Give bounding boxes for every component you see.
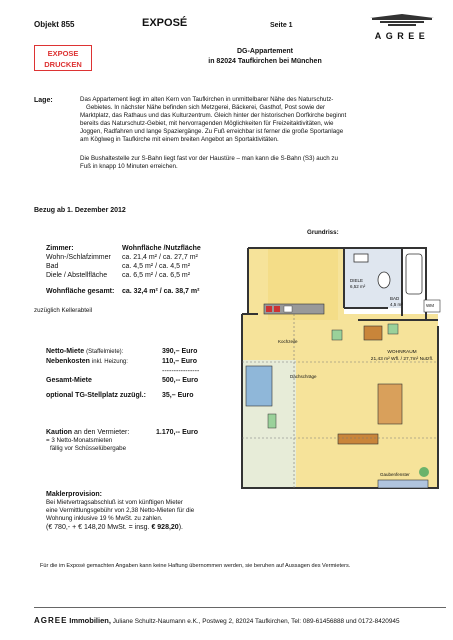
gauben-label: Gaubenfenster [380, 472, 410, 477]
floorplan-label: Grundriss: [307, 229, 339, 236]
toilet [378, 272, 390, 288]
bed [246, 366, 272, 406]
netto-note: (Staffelmiete): [86, 349, 124, 355]
sink [354, 254, 368, 262]
lage-line: Gebietes. In nächster Nähe befinden sich Metzgerei, Bäckerei, Gasthof, Post sowie der [86, 104, 326, 111]
lage-paragraph-2 [80, 155, 410, 171]
broker-fee-line: Bei Mietvertragsabschluß ist vom künftigen Mieter [46, 499, 183, 506]
bad-area: 4,5 m² [390, 302, 403, 307]
cellar-note: zuzüglich Kellerabteil [34, 307, 93, 314]
area-header-room: Zimmer: [46, 245, 74, 252]
broker-fee-total: € 928,20 [151, 524, 179, 531]
kitchen-label: Kochzeile [278, 339, 298, 344]
deposit-value: 1.170,-- Euro [156, 429, 199, 436]
area-header-size: Wohnfläche /Nutzfläche [122, 245, 201, 252]
parking-value: 35,– Euro [162, 392, 194, 399]
footer-divider [34, 607, 446, 608]
lage-line: bereits das Naturschutz-Gebiet, mit hervorragenden Möglichkeiten für Freizeitaktivitäten, wie [80, 120, 334, 127]
broker-fee-close: ). [178, 524, 183, 531]
deposit-note-1: = 3 Netto-Monatsmieten [46, 437, 113, 444]
disclaimer: Für die im Exposé gemachten Angaben kann keine Haftung übernommen werden, sie beruhen auf Aussagen des Vermieters. [40, 563, 351, 569]
lage-paragraph-1 [80, 96, 410, 144]
broker-fee-line: Wohnung inklusive 19 % MwSt. zu zahlen. [46, 515, 163, 522]
lage-line: Die Bushaltestelle zur S-Bahn liegt fast vor der Haustüre – man kann die S-Bahn (S3) auch zu [80, 155, 338, 162]
print-button-line1: EXPOSE [47, 49, 79, 58]
logo-text: AGREE [374, 31, 430, 41]
parking-label: optional TG-Stellplatz zuzügl.: [46, 392, 146, 399]
area-row-values: ca. 6,5 m² / ca. 6,5 m² [122, 272, 191, 279]
deposit-note-2: fällig vor Schüsselübergabe [50, 445, 127, 452]
bad-name: BAD [390, 296, 400, 301]
wm-label: WM [426, 303, 434, 308]
area-total-label: Wohnfläche gesamt: [46, 288, 115, 295]
broker-fee-title: Maklerprovision: [46, 491, 103, 498]
total-rent-label: Gesamt-Miete [46, 377, 92, 384]
nk-label: Nebenkosten [46, 358, 90, 365]
subtitle-line1: DG-Appartement [236, 48, 293, 55]
lage-line: Marktplatz, das Rathaus und das Kulturzentrum. Gleich hinter der historischen Dorfkirche beginnt [80, 112, 347, 119]
rent-table [46, 347, 236, 400]
footer-company: Immobilien, [69, 616, 111, 625]
kitchen-counter [264, 304, 324, 314]
sofa [378, 384, 402, 424]
lage-label: Lage: [34, 97, 53, 104]
nk-note: inkl. Heizung: [91, 359, 128, 365]
bad-label [390, 296, 403, 308]
subtitle-line2: in 82024 Taufkirchen bei München [208, 58, 322, 65]
lage-line: am Köglweg in Taufkirche mit einem breiten Angebot an Sportaktivitäten. [80, 136, 279, 143]
area-row-values: ca. 4,5 m² / ca. 4,5 m² [122, 263, 191, 270]
footer-brand: AGREE [34, 616, 68, 625]
total-rent-value: 500,-- Euro [162, 377, 199, 384]
diele-area: 6,52 m² [350, 284, 366, 289]
netto-label: Netto-Miete [46, 348, 85, 355]
area-row-name: Bad [46, 263, 59, 270]
deposit-label: Kaution [46, 429, 73, 436]
wohnraum-area: 21,43 m² Wfl. / 27,7m² Nutzfl. [370, 356, 434, 362]
print-expose-button[interactable] [34, 45, 92, 71]
bathtub [406, 254, 422, 294]
area-total-values: ca. 32,4 m² / ca. 38,7 m² [122, 288, 200, 295]
footer-address: Juliane Schultz-Naumann e.K., Postweg 2, 82024 Taufkirchen, Tel: 089-61456888 und 0172-8420945 [112, 618, 400, 625]
area-row-name: Wohn-/Schlafzimmer [46, 254, 111, 261]
table [364, 326, 382, 340]
lage-line: Fuß in knapp 10 Minuten erreichen. [80, 163, 178, 170]
broker-fee-line: eine Vermittlungsgebühr von 2,38 Netto-Mieten für die [46, 507, 195, 514]
floorplan [238, 244, 450, 496]
deposit-block [46, 428, 236, 453]
broker-fee-calc: (€ 780,- + € 148,20 MwSt. = insg. [46, 524, 152, 531]
wohnraum-name: WOHNRAUM [387, 350, 417, 355]
footer [34, 616, 400, 626]
dormer-window [378, 480, 428, 488]
sum-separator: ---------------- [162, 368, 200, 375]
object-number: Objekt 855 [34, 20, 75, 29]
nk-value: 110,– Euro [162, 358, 198, 365]
move-in-date: Bezug ab 1. Dezember 2012 [34, 207, 126, 214]
lage-line: Joggen, Radfahren und lange Spaziergänge. Zu Fuß erreichbar ist ferner die große Sportanlage [80, 128, 344, 135]
broker-fee-block [46, 490, 246, 532]
deposit-text: an den Vermieter: [74, 429, 130, 436]
lage-line: Das Appartement liegt im alten Kern von Taufkirchen in unmittelbarer Nähe des Naturschutz- [80, 96, 334, 103]
print-button-line2: DRUCKEN [44, 60, 82, 69]
page-number: Seite 1 [270, 22, 293, 29]
page-title: EXPOSÉ [142, 17, 188, 29]
area-table [46, 244, 246, 296]
wohnraum-label [354, 350, 450, 363]
agree-logo [362, 14, 442, 42]
dachschraege-label: Dachschräge [290, 374, 317, 379]
diele-label [350, 278, 365, 290]
diele-name: DIELE [350, 278, 364, 283]
plant-icon [419, 467, 429, 477]
area-row-name: Diele / Abstellfläche [46, 272, 108, 279]
netto-value: 390,– Euro [162, 348, 198, 355]
area-row-values: ca. 21,4 m² / ca. 27,7 m² [122, 254, 198, 261]
